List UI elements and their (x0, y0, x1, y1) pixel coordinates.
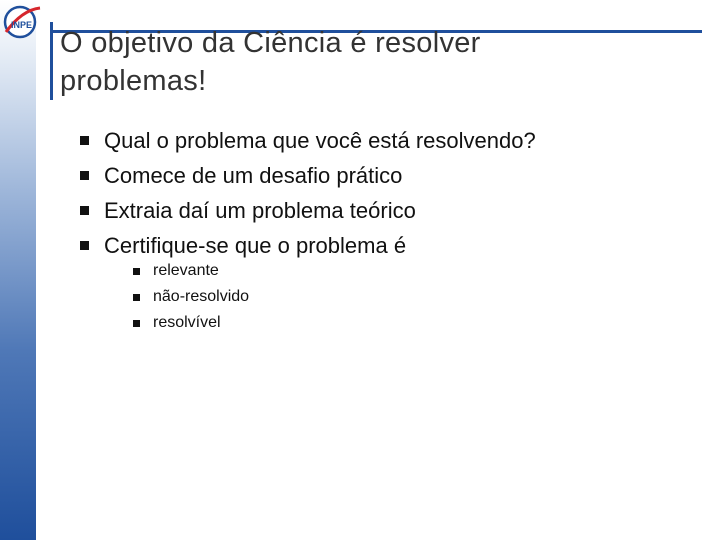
bullet-item (80, 193, 700, 228)
square-bullet-icon (133, 294, 140, 301)
sub-bullet-item (133, 310, 533, 336)
square-bullet-icon (80, 241, 89, 250)
sidebar-gradient (0, 0, 36, 540)
sub-bullet-list (133, 258, 533, 336)
sub-bullet-item (133, 258, 533, 284)
sub-bullet-text: resolvível (153, 314, 221, 331)
title-vertical-rule (50, 22, 53, 100)
bullet-list (80, 123, 700, 263)
bullet-item (80, 123, 700, 158)
slide-title (60, 24, 700, 100)
slide-title-line-1: O objetivo da Ciência é resolver (60, 27, 481, 59)
sub-bullet-item (133, 284, 533, 310)
square-bullet-icon (80, 171, 89, 180)
slide-title-line-2: problemas! (60, 65, 207, 97)
square-bullet-icon (80, 136, 89, 145)
bullet-text: Comece de um desafio prático (104, 163, 403, 188)
bullet-text: Extraia daí um problema teórico (104, 198, 416, 223)
bullet-text: Qual o problema que você está resolvendo? (104, 128, 536, 153)
square-bullet-icon (80, 206, 89, 215)
square-bullet-icon (133, 268, 140, 275)
logo-text: INPE (11, 20, 33, 30)
square-bullet-icon (133, 320, 140, 327)
bullet-item (80, 158, 700, 193)
inpe-logo (2, 2, 42, 42)
sub-bullet-text: não-resolvido (153, 288, 250, 305)
bullet-text: Certifique-se que o problema é (104, 233, 407, 258)
sub-bullet-text: relevante (153, 262, 219, 279)
